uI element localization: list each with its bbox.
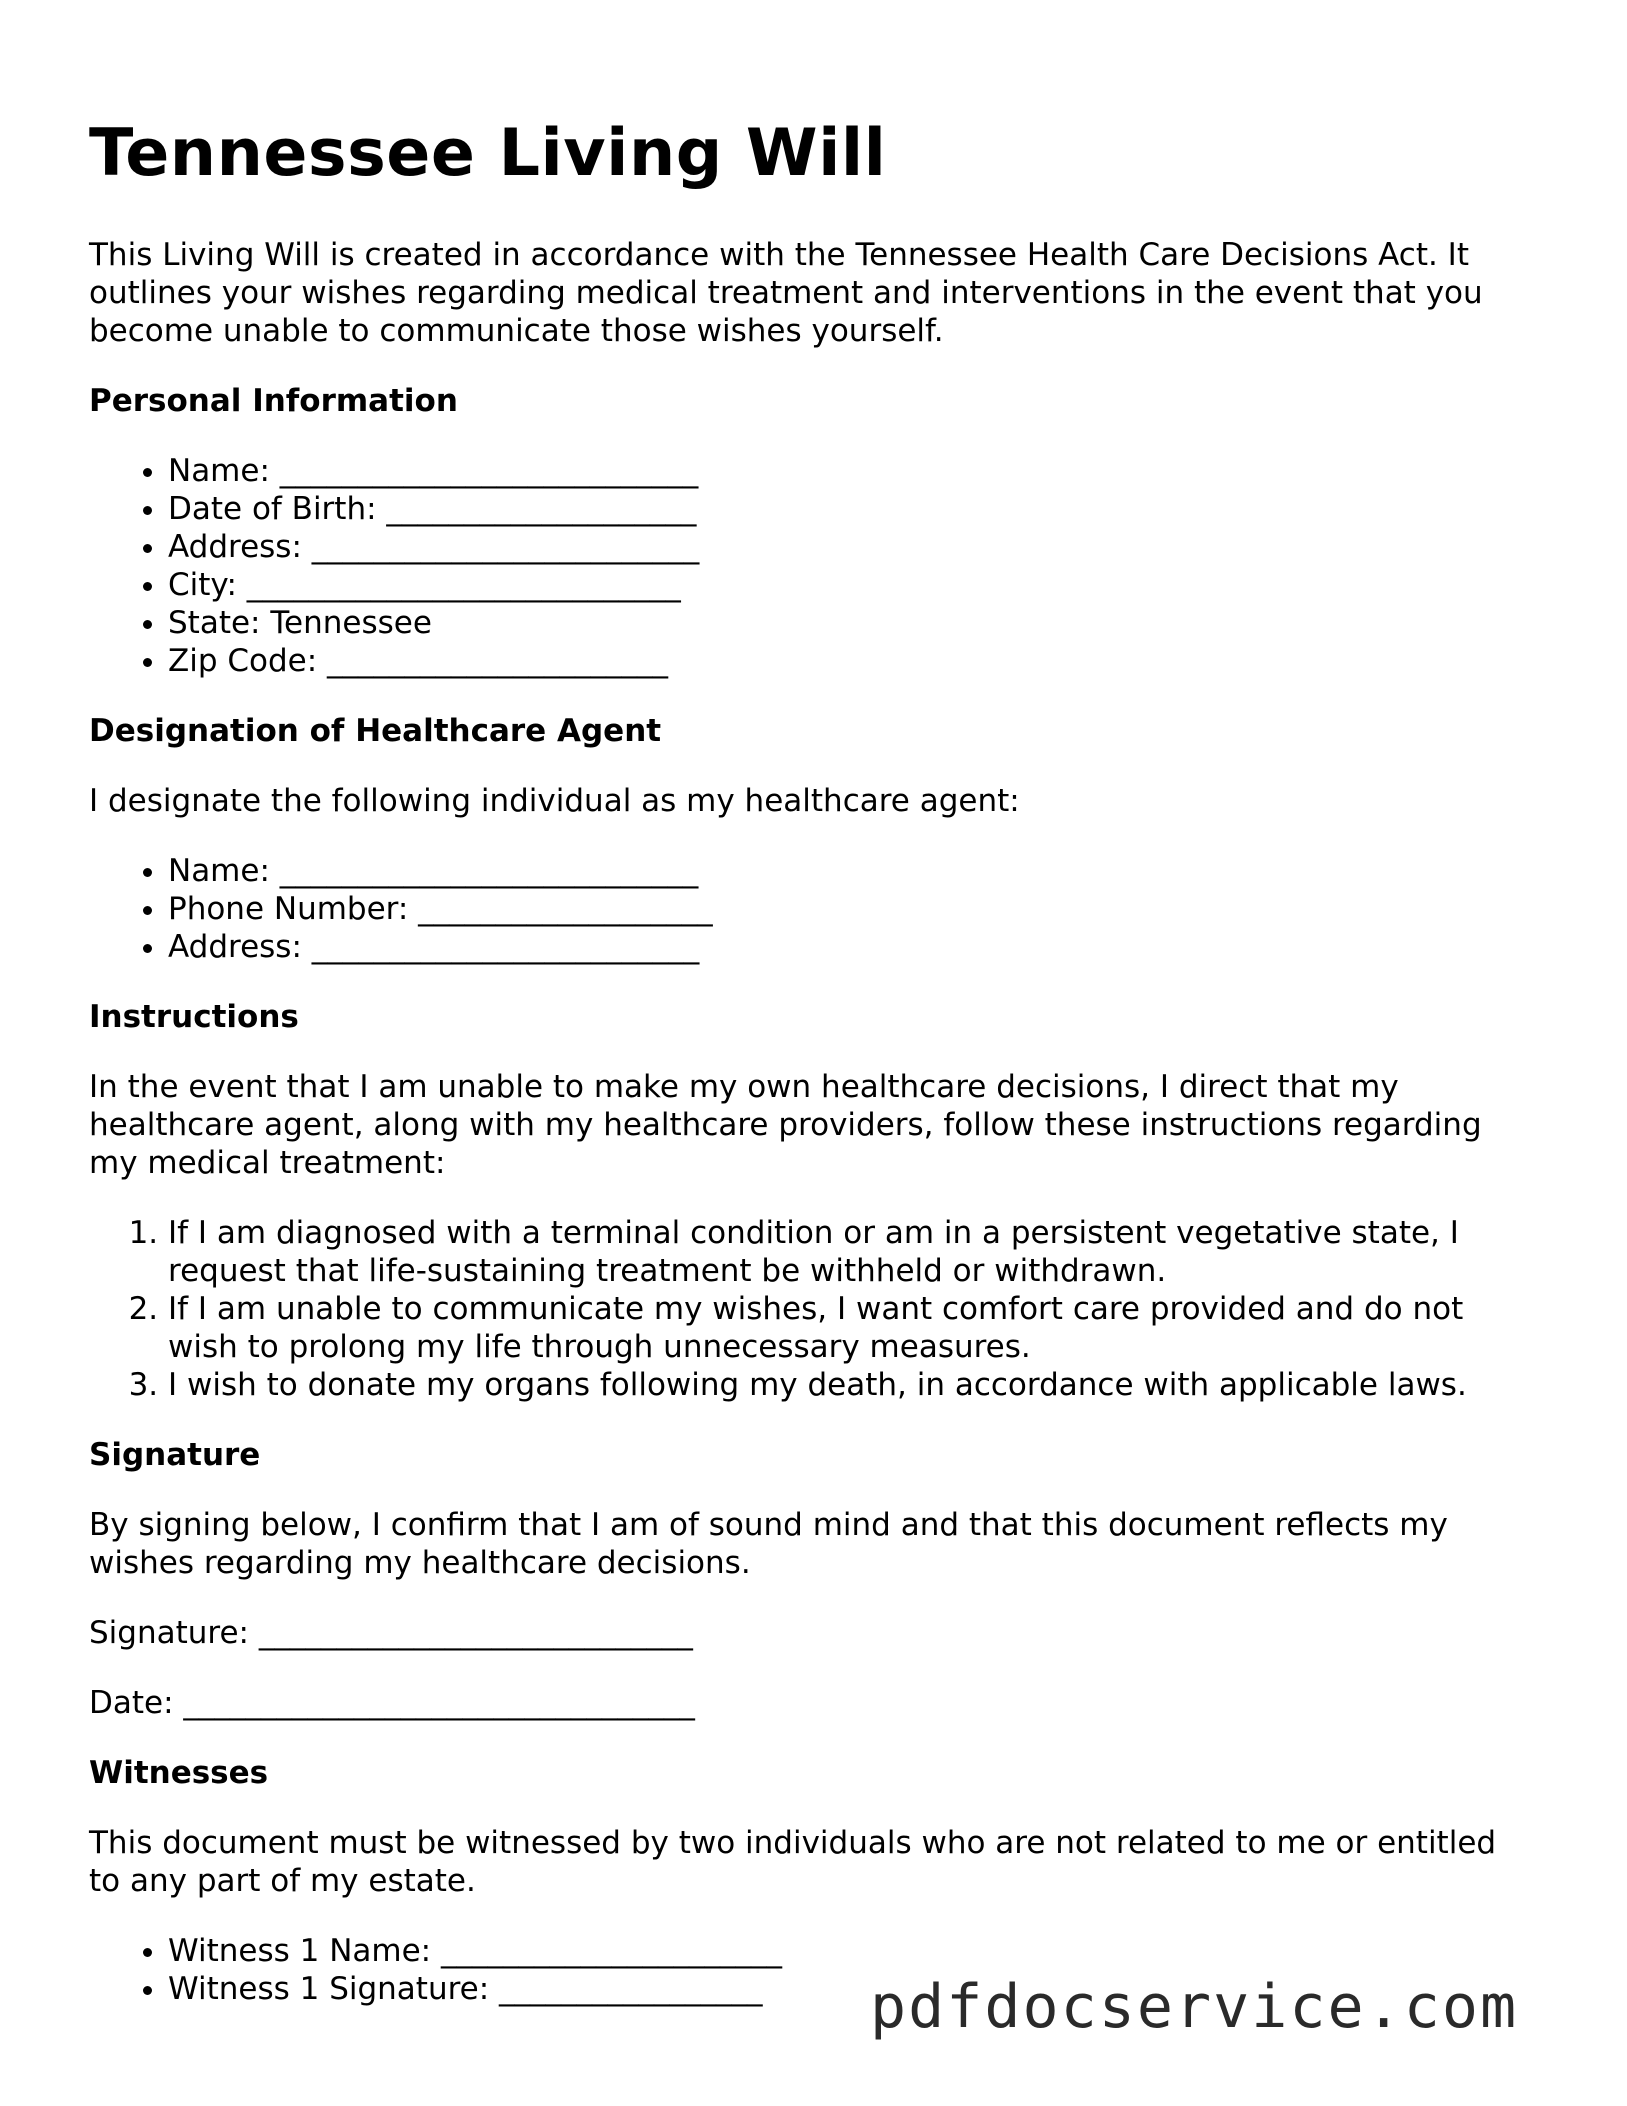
agent-paragraph: I designate the following individual as my healthcare agent: xyxy=(89,783,1020,819)
personal-address-field: • Address: _________________________ xyxy=(168,528,1529,566)
instructions-heading: Instructions xyxy=(89,999,299,1035)
signature-line: Signature: ____________________________ xyxy=(89,1615,693,1651)
personal-dob-field: • Date of Birth: ____________________ xyxy=(168,490,1529,528)
agent-phone-field: • Phone Number: ___________________ xyxy=(168,890,1529,928)
document-page xyxy=(89,108,1529,2040)
document-title: Tennessee Living Will xyxy=(89,116,887,191)
witness-1-name-field: • Witness 1 Name: ______________________ xyxy=(168,1932,1529,1970)
personal-zip-field: • Zip Code: ______________________ xyxy=(168,642,1529,680)
date-line: Date: _________________________________ xyxy=(89,1685,695,1721)
personal-information-list xyxy=(89,452,1529,680)
witnesses-paragraph: This document must be witnessed by two individuals who are not related to me or entitled to any part of my estate. xyxy=(89,1825,1497,1899)
personal-information-heading: Personal Information xyxy=(89,383,458,419)
witness-1-signature-field: • Witness 1 Signature: _________________ xyxy=(168,1970,1529,2008)
instruction-item: 3. I wish to donate my organs following my death, in accordance with applicable laws. xyxy=(168,1366,1529,1404)
instruction-item: 2. If I am unable to communicate my wishes, I want comfort care provided and do not wish to prolong my life through unnecessary measures. xyxy=(168,1290,1529,1366)
personal-city-field: • City: ____________________________ xyxy=(168,566,1529,604)
intro-paragraph: This Living Will is created in accordance with the Tennessee Health Care Decisions Act. It outlines your wishes regarding medical treatment and interventions in the event that you become unable to communicate those wishes yourself. xyxy=(89,237,1483,349)
agent-address-field: • Address: _________________________ xyxy=(168,928,1529,966)
agent-name-field: • Name: ___________________________ xyxy=(168,852,1529,890)
watermark: pdfdocservice.com xyxy=(870,1972,1519,2042)
signature-heading: Signature xyxy=(89,1437,261,1473)
personal-name-field: • Name: ___________________________ xyxy=(168,452,1529,490)
witnesses-heading: Witnesses xyxy=(89,1755,269,1791)
agent-heading: Designation of Healthcare Agent xyxy=(89,713,662,749)
instructions-paragraph: In the event that I am unable to make my own healthcare decisions, I direct that my healthcare agent, along with my healthcare providers, follow these instructions regarding my medical treatment: xyxy=(89,1069,1482,1181)
instruction-item: 1. If I am diagnosed with a terminal condition or am in a persistent vegetative state, I request that life-sustaining treatment be withheld or withdrawn. xyxy=(168,1214,1529,1290)
personal-state-field: • State: Tennessee xyxy=(168,604,1529,642)
instructions-list xyxy=(89,1214,1529,1404)
agent-list xyxy=(89,852,1529,966)
signature-paragraph: By signing below, I confirm that I am of sound mind and that this document reflects my wishes regarding my healthcare decisions. xyxy=(89,1507,1448,1581)
